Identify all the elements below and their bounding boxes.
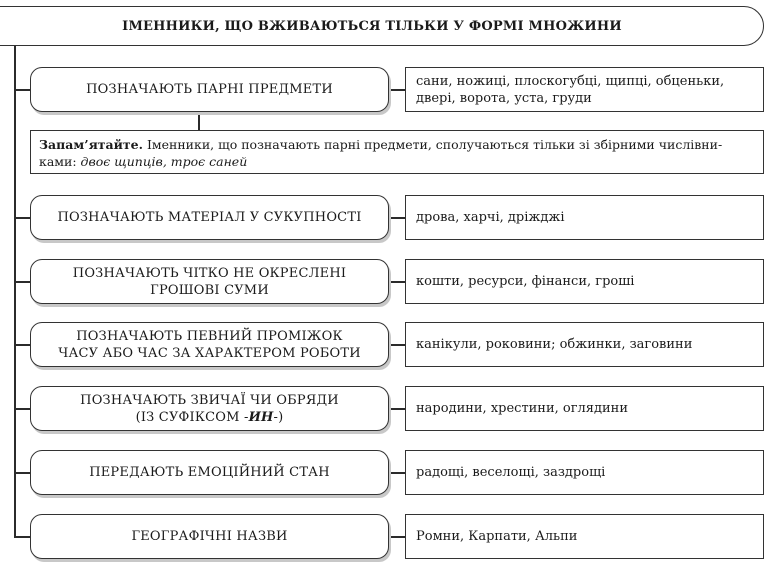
examples-line: кошти, ресурси, фінанси, гроші bbox=[416, 274, 635, 289]
examples-line: дрова, харчі, дріжджі bbox=[416, 210, 565, 225]
category-material-collective bbox=[30, 195, 389, 240]
branch-connector-5 bbox=[14, 408, 30, 410]
note-label: Запам’ятайте. bbox=[39, 137, 143, 152]
diagram-title bbox=[0, 6, 764, 46]
suffix-after: -) bbox=[273, 409, 284, 425]
category-label-line: ПОЗНАЧАЮТЬ ПЕВНИЙ ПРОМІЖОК bbox=[76, 328, 343, 344]
main-vertical-connector bbox=[14, 46, 16, 537]
examples-customs-rituals bbox=[405, 386, 764, 431]
branch-connector-3 bbox=[14, 281, 30, 283]
link-row-3 bbox=[389, 281, 405, 283]
category-customs-rituals bbox=[30, 386, 389, 431]
link-row-5 bbox=[389, 408, 405, 410]
examples-line: Ромни, Карпати, Альпи bbox=[416, 529, 578, 544]
examples-geographic-names bbox=[405, 514, 764, 559]
link-row-4 bbox=[389, 344, 405, 346]
category-emotional-state bbox=[30, 450, 389, 495]
examples-paired-objects bbox=[405, 67, 764, 112]
link-row-2 bbox=[389, 217, 405, 219]
category-label-line: ЧАСУ АБО ЧАС ЗА ХАРАКТЕРОМ РОБОТИ bbox=[58, 345, 361, 361]
remember-note bbox=[30, 130, 764, 174]
branch-connector-2 bbox=[14, 217, 30, 219]
link-row-7 bbox=[389, 536, 405, 538]
category-label-line: ГЕОГРАФІЧНІ НАЗВИ bbox=[131, 529, 288, 544]
link-row-6 bbox=[389, 472, 405, 474]
examples-money-sums bbox=[405, 259, 764, 304]
branch-connector-6 bbox=[14, 472, 30, 474]
category-label-line: ГРОШОВІ СУМИ bbox=[150, 282, 269, 298]
category-suffix-line bbox=[136, 409, 284, 426]
category-geographic-names bbox=[30, 514, 389, 559]
category-label-line: ПОЗНАЧАЮТЬ ПАРНІ ПРЕДМЕТИ bbox=[86, 82, 333, 97]
branch-connector-7 bbox=[14, 536, 30, 538]
diagram-title-text: ІМЕННИКИ, ЩО ВЖИВАЮТЬСЯ ТІЛЬКИ У ФОРМІ МНОЖИНИ bbox=[122, 18, 622, 34]
category-label-line: ПОЗНАЧАЮТЬ МАТЕРІАЛ У СУКУПНОСТІ bbox=[57, 210, 362, 225]
category-label-line: ПОЗНАЧАЮТЬ ЗВИЧАЇ ЧИ ОБРЯДИ bbox=[80, 392, 339, 408]
suffix-before: (ІЗ СУФІКСОМ - bbox=[135, 409, 249, 425]
examples-line: радощі, веселощі, заздрощі bbox=[416, 465, 606, 480]
link-row-1 bbox=[389, 89, 405, 91]
examples-line: канікули, роковини; обжинки, заговини bbox=[416, 337, 693, 352]
category-time-period bbox=[30, 322, 389, 367]
examples-emotional-state bbox=[405, 450, 764, 495]
note-text: Іменники, що позначають парні предмети, сполучаються тільки зі збірними числівни- bbox=[142, 137, 723, 152]
category-label-line: ПЕРЕДАЮТЬ ЕМОЦІЙНИЙ СТАН bbox=[89, 465, 330, 480]
examples-line: сани, ножиці, плоскогубці, щипці, обценьки, bbox=[416, 73, 725, 89]
examples-time-period bbox=[405, 322, 764, 367]
examples-line: двері, ворота, уста, груди bbox=[416, 90, 592, 106]
category-money-sums bbox=[30, 259, 389, 304]
suffix-italic: ИН bbox=[248, 409, 274, 425]
note-text-continued: ками: bbox=[39, 154, 81, 169]
branch-connector-1 bbox=[14, 89, 30, 91]
note-examples: двоє щипців, троє саней bbox=[80, 154, 248, 169]
category-label-line: ПОЗНАЧАЮТЬ ЧІТКО НЕ ОКРЕСЛЕНІ bbox=[72, 265, 347, 281]
note-connector bbox=[198, 112, 200, 130]
examples-material-collective bbox=[405, 195, 764, 240]
examples-line: народини, хрестини, оглядини bbox=[416, 401, 628, 416]
category-paired-objects bbox=[30, 67, 389, 112]
branch-connector-4 bbox=[14, 344, 30, 346]
